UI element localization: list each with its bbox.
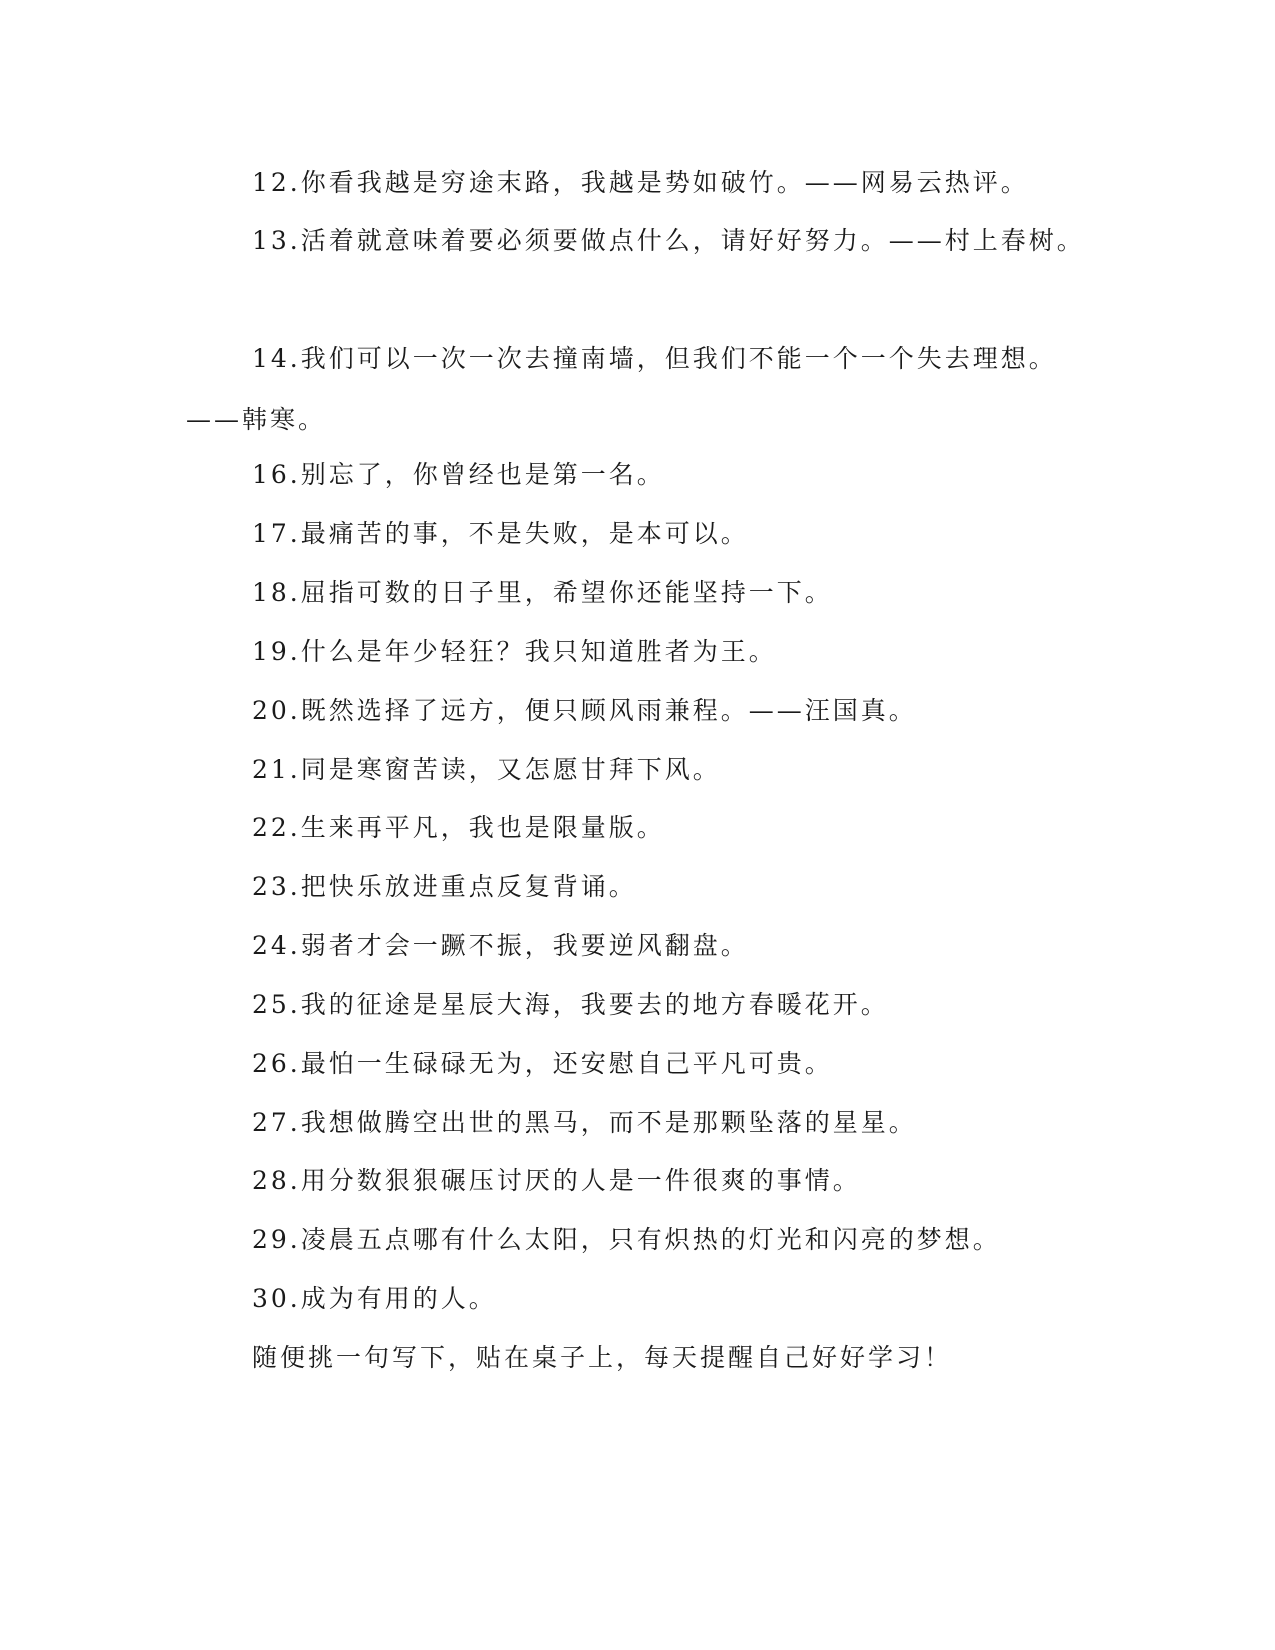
quote-30: 30.成为有用的人。 [252,1284,497,1313]
closing-note: 随便挑一句写下，贴在桌子上，每天提醒自己好好学习！ [252,1343,953,1372]
quote-13: 13.活着就意味着要必须要做点什么，请好好努力。——村上春树。 [252,226,1085,255]
quote-22: 22.生来再平凡，我也是限量版。 [252,813,665,842]
quote-26: 26.最怕一生碌碌无为，还安慰自己平凡可贵。 [252,1049,833,1078]
quote-28: 28.用分数狠狠碾压讨厌的人是一件很爽的事情。 [252,1166,861,1195]
quote-19: 19.什么是年少轻狂？我只知道胜者为王。 [252,637,777,666]
quote-21: 21.同是寒窗苦读，又怎愿甘拜下风。 [252,755,721,784]
quote-25: 25.我的征途是星辰大海，我要去的地方春暖花开。 [252,990,889,1019]
quote-18: 18.屈指可数的日子里，希望你还能坚持一下。 [252,578,833,607]
quote-24: 24.弱者才会一蹶不振，我要逆风翻盘。 [252,931,749,960]
quote-27: 27.我想做腾空出世的黑马，而不是那颗坠落的星星。 [252,1108,917,1137]
quote-17: 17.最痛苦的事，不是失败，是本可以。 [252,519,749,548]
quote-12: 12.你看我越是穷途末路，我越是势如破竹。——网易云热评。 [252,168,1029,197]
quote-23: 23.把快乐放进重点反复背诵。 [252,872,637,901]
quote-16: 16.别忘了，你曾经也是第一名。 [252,460,665,489]
quote-20: 20.既然选择了远方，便只顾风雨兼程。——汪国真。 [252,696,917,725]
quote-14: 14.我们可以一次一次去撞南墙，但我们不能一个一个失去理想。——韩寒。 [186,344,1057,434]
quote-29: 29.凌晨五点哪有什么太阳，只有炽热的灯光和闪亮的梦想。 [252,1225,1001,1254]
